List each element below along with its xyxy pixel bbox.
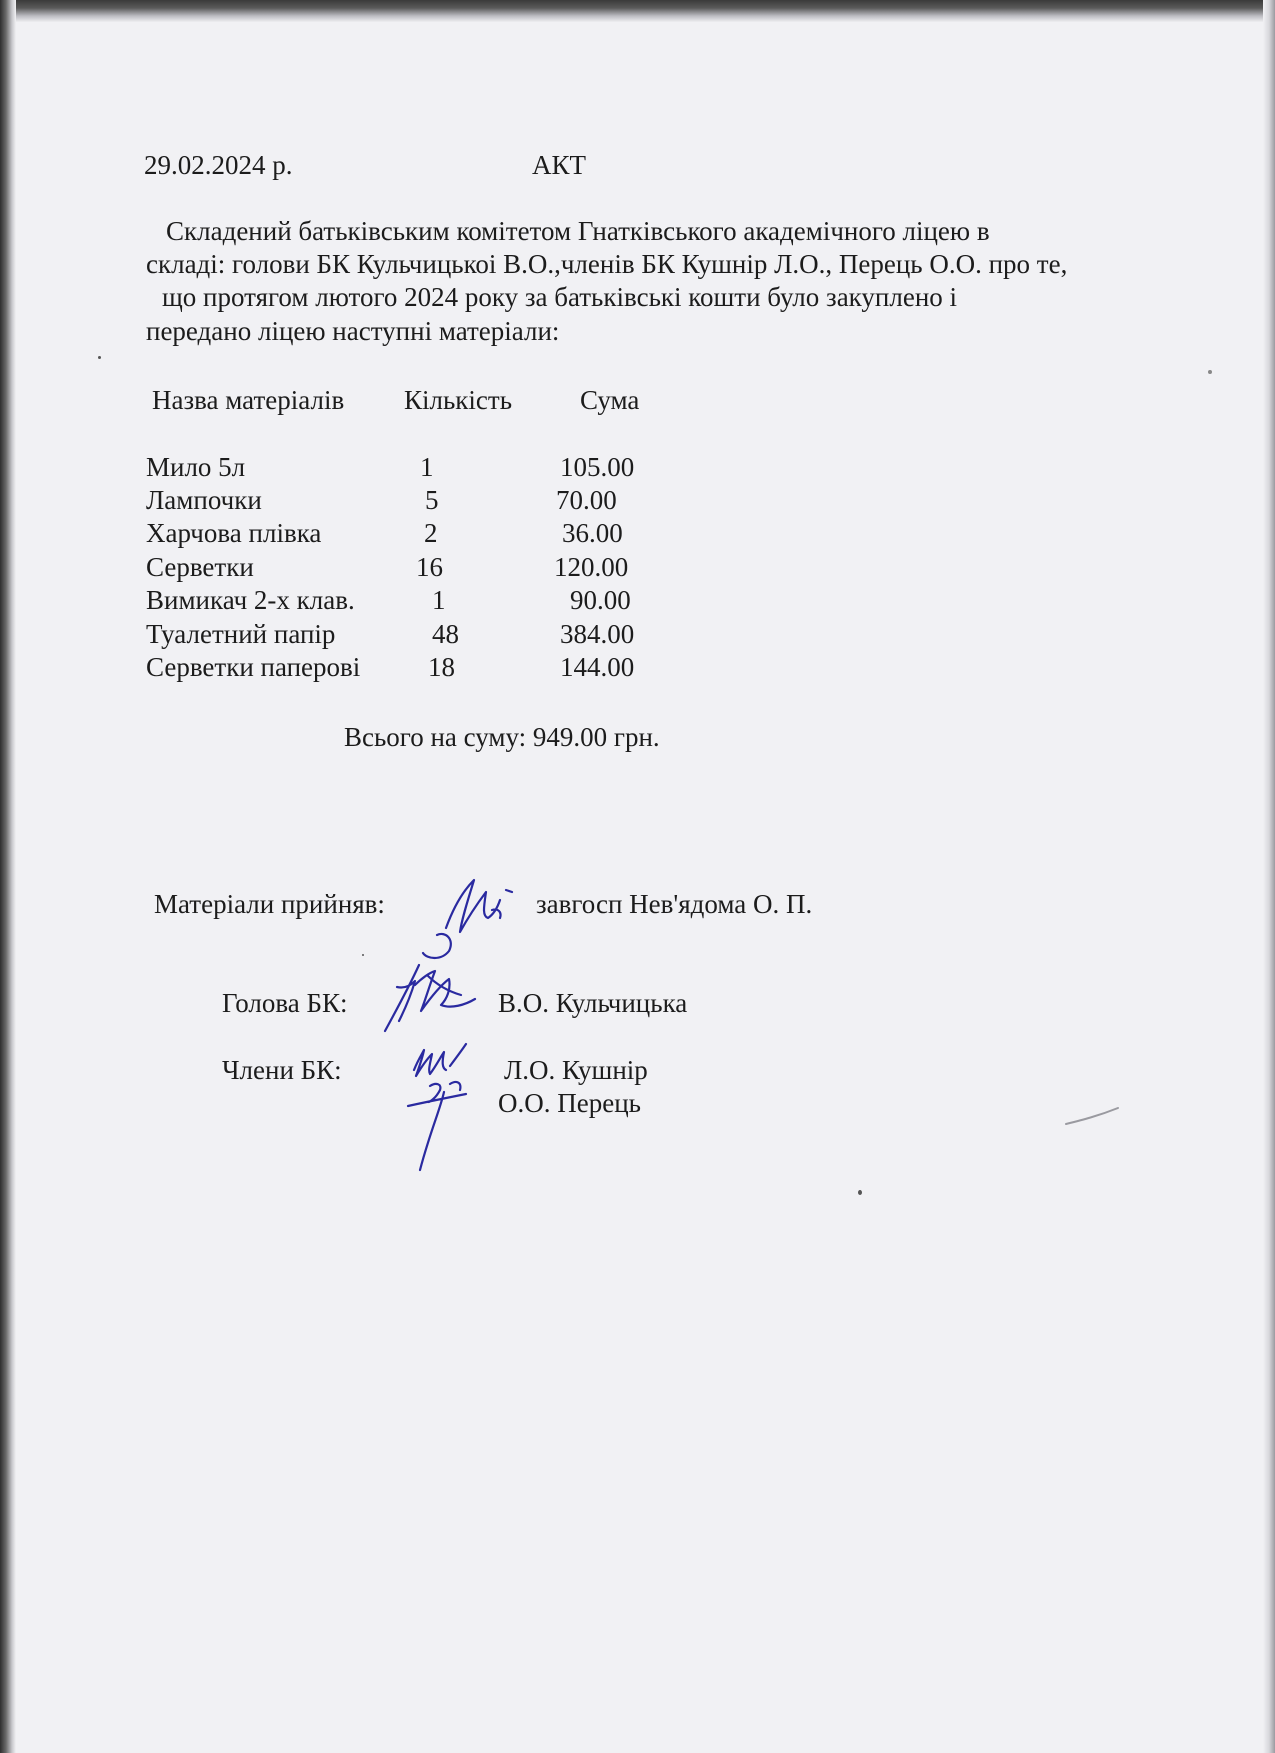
- row-7-name: Серветки паперові: [146, 652, 361, 682]
- signature-head: [375, 925, 505, 1040]
- row-3-sum: 36.00: [562, 518, 623, 548]
- row-2-sum: 70.00: [556, 485, 617, 515]
- row-1-qty: 1: [420, 452, 434, 482]
- scan-speck: [858, 1190, 862, 1195]
- table-header-name: Назва матеріалів: [152, 385, 345, 415]
- row-4-qty: 16: [416, 552, 443, 582]
- row-5-sum: 90.00: [570, 585, 631, 615]
- received-name: завгосп Нев'ядома О. П.: [536, 889, 813, 919]
- member-1-name: Л.О. Кушнір: [504, 1055, 648, 1085]
- table-header-sum: Сума: [580, 385, 640, 415]
- row-5-name: Вимикач 2-х клав.: [146, 585, 355, 615]
- member-2-name: О.О. Перець: [498, 1088, 641, 1118]
- row-3-name: Харчова плівка: [146, 518, 322, 548]
- scan-edge-right: [1263, 0, 1275, 1753]
- scan-scratch: [1064, 1104, 1124, 1128]
- row-1-name: Мило 5л: [146, 452, 246, 482]
- row-6-sum: 384.00: [560, 619, 635, 649]
- table-header-qty: Кількість: [404, 385, 513, 415]
- scan-edge-top: [0, 0, 1275, 22]
- received-label: Матеріали прийняв:: [154, 889, 385, 919]
- intro-line-1: Складений батьківським комітетом Гнатківського академічного ліцею в: [166, 216, 990, 246]
- scan-edge-left: [0, 0, 16, 1753]
- row-6-qty: 48: [432, 619, 459, 649]
- signature-members: [400, 1040, 500, 1175]
- intro-line-4: передано ліцею наступні матеріали:: [146, 316, 560, 346]
- scan-speck: [1208, 370, 1212, 374]
- row-1-sum: 105.00: [560, 452, 635, 482]
- row-2-name: Лампочки: [146, 485, 262, 515]
- head-name: В.О. Кульчицька: [498, 988, 688, 1018]
- row-7-qty: 18: [428, 652, 455, 682]
- intro-line-3: що протягом лютого 2024 року за батьківські кошти було закуплено і: [162, 282, 958, 312]
- scan-speck: [98, 356, 101, 359]
- row-3-qty: 2: [424, 518, 438, 548]
- row-2-qty: 5: [425, 485, 439, 515]
- members-label: Члени БК:: [222, 1055, 342, 1085]
- row-4-name: Серветки: [146, 552, 254, 582]
- row-5-qty: 1: [432, 585, 446, 615]
- row-6-name: Туалетний папір: [146, 619, 336, 649]
- scan-speck: [362, 954, 364, 956]
- row-4-sum: 120.00: [554, 552, 629, 582]
- document-title: АКТ: [532, 150, 586, 180]
- document-date: 29.02.2024 р.: [144, 150, 293, 180]
- row-7-sum: 144.00: [560, 652, 635, 682]
- head-label: Голова БК:: [222, 988, 348, 1018]
- intro-line-2: складі: голови БК Кульчицькоі В.О.,членів БК Кушнір Л.О., Перець О.О. про те,: [146, 249, 1068, 279]
- total-sum: Всього на суму: 949.00 грн.: [344, 722, 660, 752]
